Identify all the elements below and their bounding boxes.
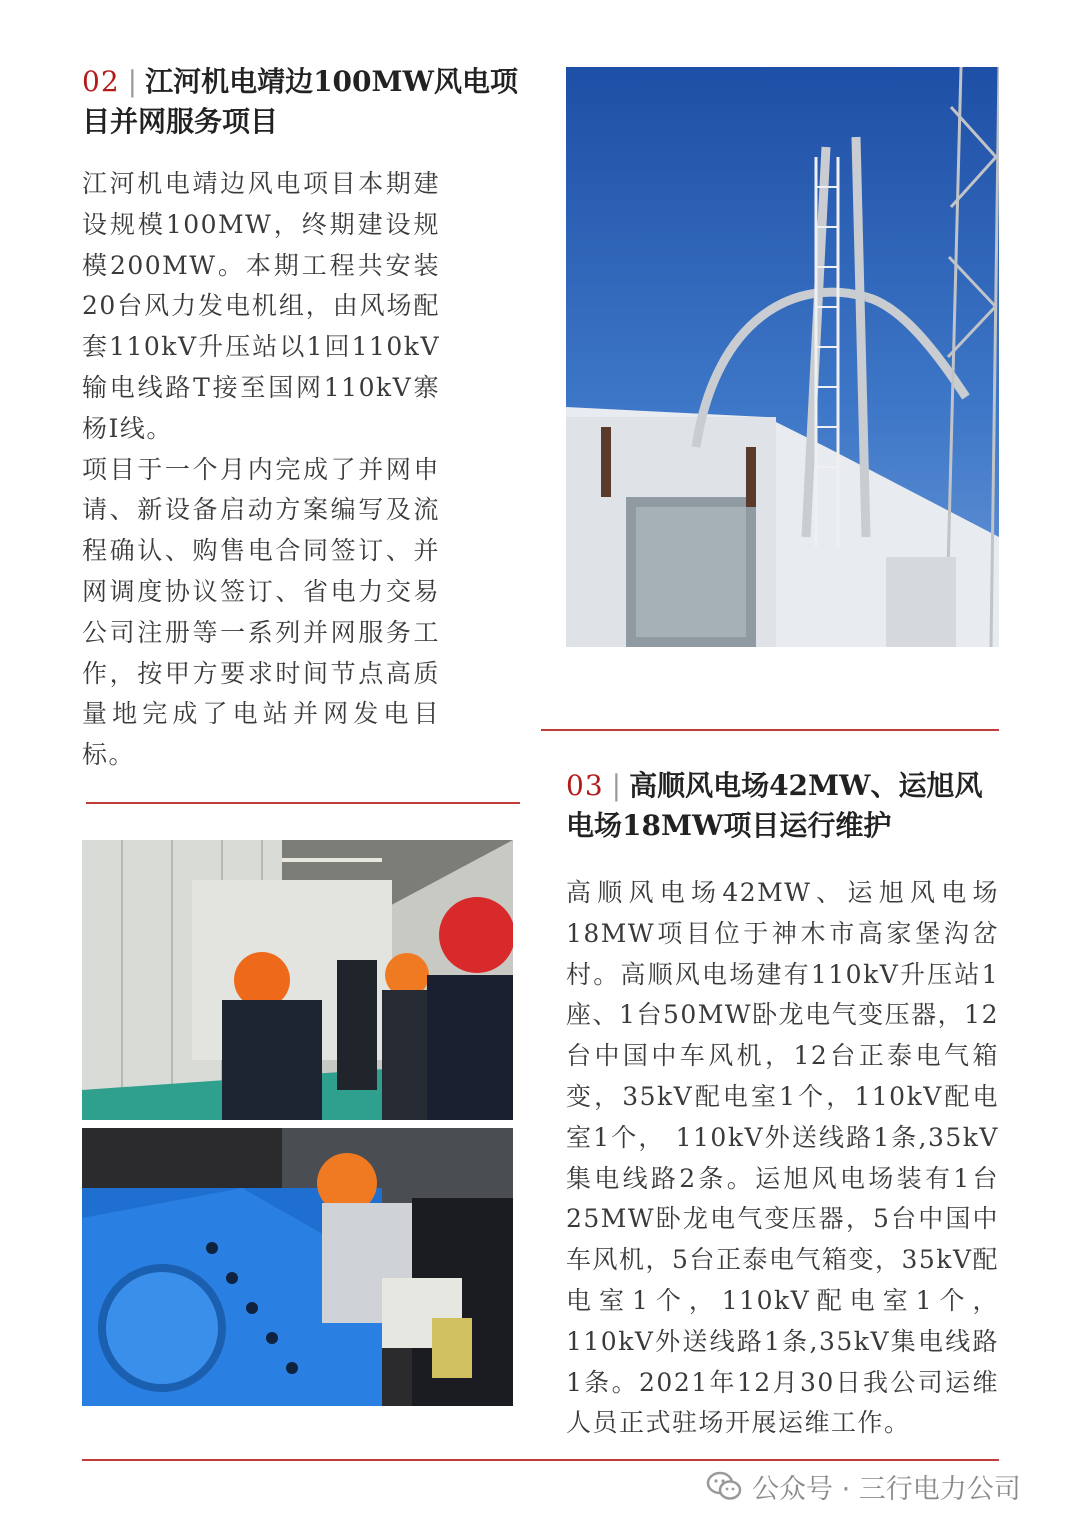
footer-account-text: 公众号 · 三行电力公司 bbox=[752, 1473, 1021, 1505]
section-02-title-text: 江河机电靖边100MW风电项 bbox=[145, 65, 518, 98]
section-02-heading bbox=[82, 62, 532, 142]
section-03-separator: | bbox=[611, 769, 622, 802]
substation-photo bbox=[566, 67, 999, 647]
section-03-paragraph: 高顺风电场42MW、运旭风电场18MW项目位于神木市高家堡沟岔村。高顺风电场建有110kV升压站1座、1台50MW卧龙电气变压器，12台中国中车风机，12台正泰电气箱变，35kV配电室1个，110kV配电室1个， 110kV外送线路1条,35kV集电线路2条。运旭风电场装有1台25MW卧龙电气变压器，5台中国中车风机，5台正泰电气箱变，35kV配电室1个，110kV配电室1个，110kV外送线路1条,35kV集电线路1条。2021年12月30日我公司运维人员正式驻场开展运维工作。 bbox=[566, 878, 999, 1438]
divider-rule-left bbox=[86, 802, 520, 804]
section-02-paragraph-2: 项目于一个月内完成了并网申请、新设备启动方案编写及流程确认、购售电合同签订、并网调度协议签订、省电力交易公司注册等一系列并网服务工作，按甲方要求时间节点高质量地完成了电站并网发电目标。 bbox=[82, 454, 440, 770]
wechat-icon bbox=[706, 1471, 742, 1501]
section-02-title-line1 bbox=[82, 62, 532, 102]
divider-rule-right-top bbox=[541, 729, 999, 731]
equipment-photo bbox=[82, 1128, 513, 1406]
control-room-photo bbox=[82, 840, 513, 1120]
section-02-number: 02 bbox=[82, 65, 120, 98]
section-03-number: 03 bbox=[566, 769, 604, 802]
section-03-title-text: 高顺风电场42MW、运旭风 bbox=[629, 769, 983, 802]
section-03-title-line1 bbox=[566, 766, 1006, 806]
section-03-title-line2: 电场18MW项目运行维护 bbox=[566, 809, 892, 842]
section-02-body bbox=[82, 164, 440, 776]
footer-watermark bbox=[706, 1462, 1021, 1510]
divider-rule-bottom bbox=[82, 1459, 999, 1461]
section-02-separator: | bbox=[127, 65, 138, 98]
section-02-paragraph-1: 江河机电靖边风电项目本期建设规模100MW，终期建设规模200MW。本期工程共安装20台风力发电机组，由风场配套110kV升压站以1回110kV输电线路T接至国网110kV寨杨I线。 bbox=[82, 169, 440, 443]
section-02-title-line2: 目并网服务项目 bbox=[82, 105, 279, 138]
section-03-body bbox=[566, 873, 999, 1444]
section-03-heading bbox=[566, 766, 1006, 846]
